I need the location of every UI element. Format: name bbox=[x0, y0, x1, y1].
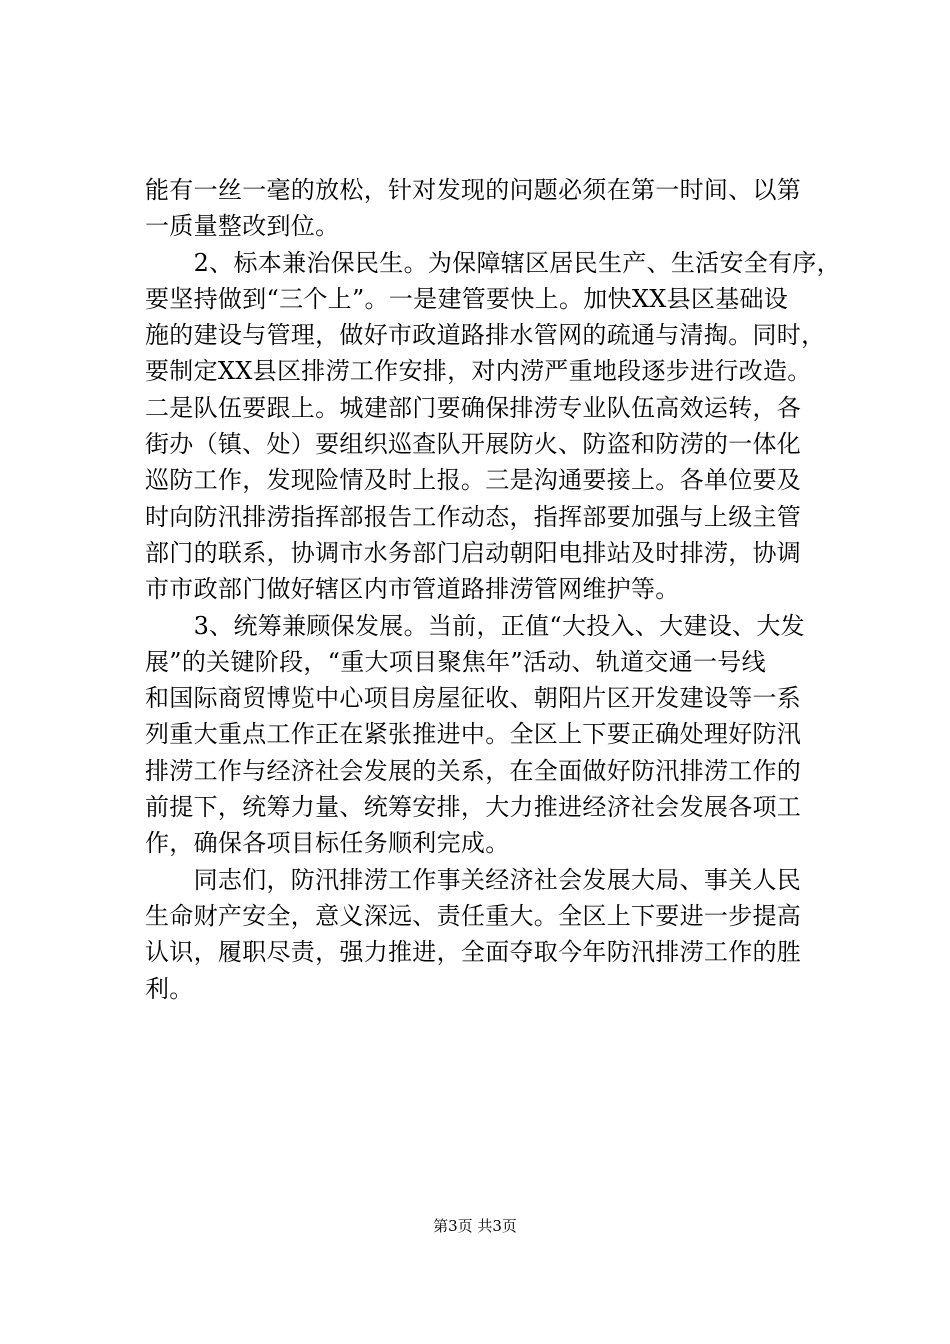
document-body bbox=[145, 172, 841, 1007]
text-line: 街办（镇、处）要组织巡查队开展防火、防盗和防涝的一体化 bbox=[145, 430, 802, 459]
text-line: 生命财产安全，意义深远、责任重大。全区上下要进一步提高 bbox=[145, 901, 802, 930]
text-line: 能有一丝一毫的放松，针对发现的问题必须在第一时间、以第 bbox=[145, 176, 802, 204]
text-line: 要坚持做到“三个上”。一是建管要快上。加快XX县区基础设 bbox=[145, 284, 789, 313]
page-number-footer: 第3页 共3页 bbox=[433, 1217, 517, 1235]
text-line: 二是队伍要跟上。城建部门要确保排涝专业队伍高效运转，各 bbox=[145, 393, 802, 422]
paragraph-3 bbox=[145, 608, 825, 862]
text-line: 列重大重点工作正在紧张推进中。全区上下要正确处理好防汛 bbox=[145, 720, 802, 749]
text-line: 排涝工作与经济社会发展的关系，在全面做好防汛排涝工作的 bbox=[145, 756, 802, 785]
text-line: 2、标本兼治保民生。为保障辖区居民生产、生活安全有序， bbox=[145, 248, 841, 277]
paragraph-4 bbox=[145, 862, 825, 1007]
text-line: 施的建设与管理，做好市政道路排水管网的疏通与清掏。同时， bbox=[145, 321, 826, 350]
text-line: 作，确保各项目标任务顺利完成。 bbox=[145, 829, 510, 858]
text-line: 前提下，统筹力量、统筹安排，大力推进经济社会发展各项工 bbox=[145, 793, 802, 822]
text-line: 和国际商贸博览中心项目房屋征收、朝阳片区开发建设等一系 bbox=[145, 684, 802, 713]
text-line: 要制定XX县区排涝工作安排，对内涝严重地段逐步进行改造。 bbox=[145, 357, 812, 386]
text-line: 认识，履职尽责，强力推进，全面夺取今年防汛排涝工作的胜 bbox=[145, 938, 802, 967]
text-line: 市市政部门做好辖区内市管道路排涝管网维护等。 bbox=[145, 575, 680, 604]
paragraph-2 bbox=[145, 245, 841, 608]
text-line: 利。 bbox=[145, 974, 194, 1003]
text-line: 部门的联系，协调市水务部门启动朝阳电排站及时排涝，协调 bbox=[145, 538, 802, 567]
text-line: 时向防汛排涝指挥部报告工作动态，指挥部要加强与上级主管 bbox=[145, 502, 802, 531]
text-line: 巡防工作，发现险情及时上报。三是沟通要接上。各单位要及 bbox=[145, 466, 802, 495]
paragraph-1 bbox=[145, 172, 825, 245]
text-line: 一质量整改到位。 bbox=[145, 212, 340, 241]
text-line: 3、统筹兼顾保发展。当前，正值“大投入、大建设、大发 bbox=[145, 611, 805, 640]
text-line: 展”的关键阶段，“重大项目聚焦年”活动、轨道交通一号线 bbox=[145, 647, 766, 676]
text-line: 同志们，防汛排涝工作事关经济社会发展大局、事关人民 bbox=[145, 865, 802, 894]
